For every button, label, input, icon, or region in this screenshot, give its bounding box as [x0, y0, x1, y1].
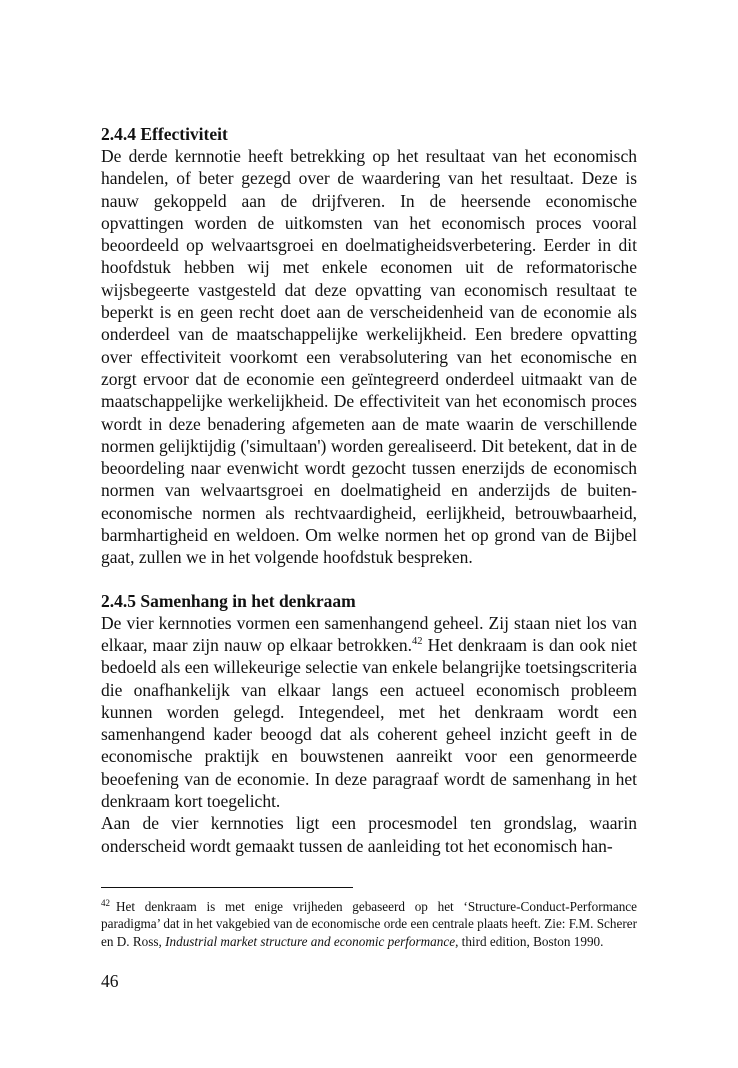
section-body-effectiviteit: De derde kernnotie heeft betrekking op het resultaat van het economisch handelen, of beter gezegd over de waardering van het resultaat. Deze is nauw gekoppeld aan de drijfveren. In de heersende economische opvattingen worden de uitkomsten van het economisch proces vooral beoordeeld op welvaartsgroei en doelmatigheidsverbetering. Eerder in dit hoofdstuk hebben wij met enkele economen uit de reformatorische wijsbegeerte vastgesteld dat deze opvatting van economisch resultaat te beperkt is en geen recht doet aan de verscheidenheid van de economie als onderdeel van de maatschappelijke werkelijkheid. Een bredere opvatting over effectiviteit voorkomt een verabsolutering van het economische en zorgt ervoor dat de economie een geïntegreerd onderdeel uitmaakt van de maatschappelijke werkelijkheid. De effectiviteit van het economisch proces wordt in deze benadering afgemeten aan de mate waarin de verschillende normen gelijktijdig ('simultaan') worden gerealiseerd. Dit betekent, dat in de beoordeling naar evenwicht wordt gezocht tussen enerzijds de economisch normen van welvaartsgroei en doelmatigheid en anderzijds de buiten-economische normen als rechtvaardigheid, eerlijkheid, betrouwbaarheid, barmhartigheid en weldoen. Om welke normen het op grond van de Bijbel gaat, zullen we in het volgende hoofdstuk bespreken.	[101, 146, 637, 568]
footnote-text-end: , third edition, Boston 1990.	[455, 933, 604, 949]
section-heading-samenhang: 2.4.5 Samenhang in het denkraam	[101, 590, 356, 611]
footnote-42	[101, 898, 637, 950]
footnote-reference[interactable]: 42	[411, 636, 423, 648]
paragraph-text-before-ref: De vier kernnoties vormen een samenhangend geheel. Zij staan niet los van elkaar, maar zijn nauw op elkaar betrokken.	[101, 612, 637, 655]
section-body-samenhang-paragraph-1	[101, 612, 637, 813]
paragraph-text-after-ref: Het denkraam is dan ook niet bedoeld als een willekeurige selectie van enkele belangrijke toetsingscriteria die onafhankelijk van elkaar langs een actueel economisch probleem kunnen worden gelegd. Integendeel, met het denkraam wordt een samenhangend kader beoogd dat als coherent geheel inzicht geeft in de economische praktijk en bouwstenen aanreikt voor een genormeerde beoefening van de economie. In deze paragraaf wordt de samenhang in het denkraam kort toegelicht.	[101, 634, 637, 812]
page-body	[101, 123, 637, 857]
page-number: 46	[101, 971, 119, 991]
footnote-divider	[101, 887, 353, 888]
section-spacer	[101, 569, 637, 590]
footnote-text: Het denkraam is met enige vrijheden gebaseerd op het ‘Structure-Conduct-Performance paradigma’ dat in het vakgebied van de economische orde een centrale plaats heeft. Zie: F.M. Scherer en D. Ross,	[101, 899, 637, 949]
footnote-number: 42	[101, 897, 110, 908]
footnote-book-title: Industrial market structure and economic performance	[165, 933, 456, 949]
section-body-samenhang-paragraph-2: Aan de vier kernnoties ligt een procesmodel ten grondslag, waarin onderscheid wordt gemaakt tussen de aanleiding tot het economisch han-	[101, 813, 637, 856]
section-heading-effectiviteit: 2.4.4 Effectiviteit	[101, 124, 228, 144]
